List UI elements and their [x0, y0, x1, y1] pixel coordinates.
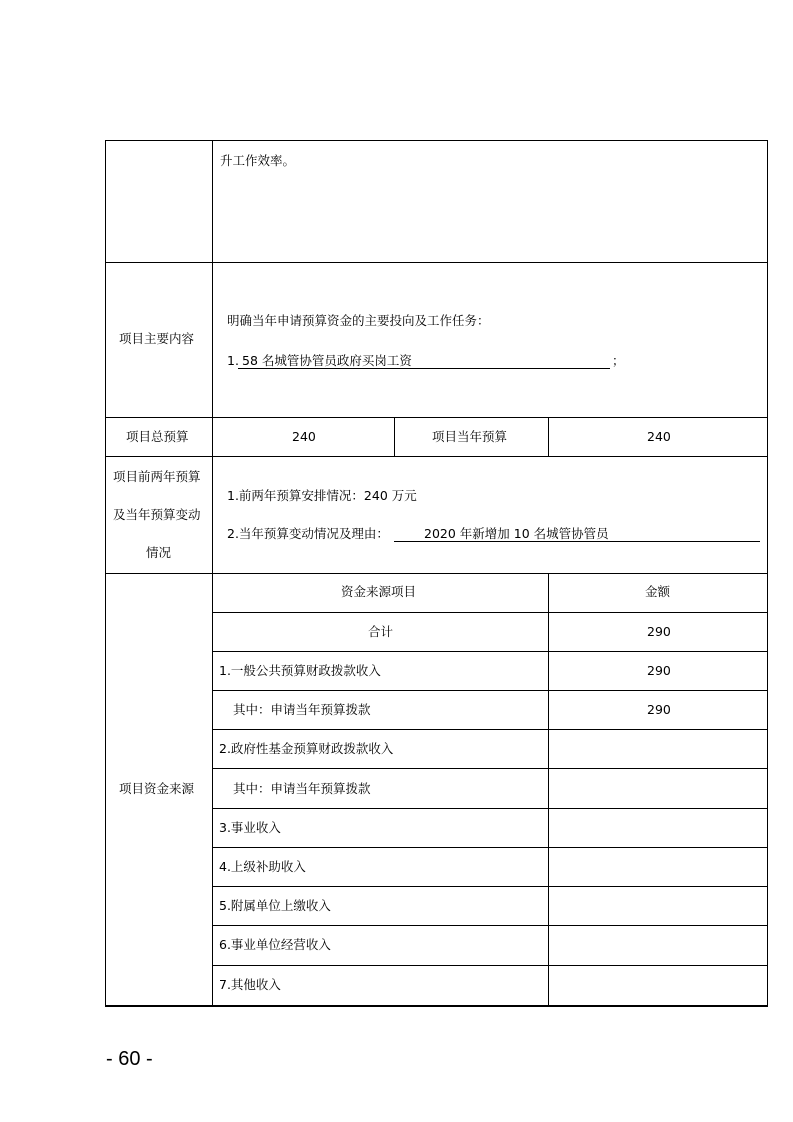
funding-row-amount: 290	[647, 663, 671, 678]
current-budget-label: 项目当年预算	[432, 429, 508, 444]
changes-line1: 1.前两年预算安排情况：240 万元	[227, 488, 417, 503]
funding-row-line	[212, 847, 768, 848]
budget-divider	[548, 417, 549, 456]
funding-row-name: 3.事业收入	[219, 820, 281, 835]
main-content-intro: 明确当年申请预算资金的主要投向及工作任务：	[227, 313, 490, 328]
funding-row-name: 6.事业单位经营收入	[219, 937, 331, 952]
main-content-item-end: ；	[612, 353, 625, 368]
current-budget-value: 240	[647, 429, 671, 444]
changes-line2-prefix: 2.当年预算变动情况及理由：	[227, 526, 389, 541]
funding-row-name: 7.其他收入	[219, 977, 281, 992]
main-content-item-underline	[238, 368, 610, 369]
total-budget-label: 项目总预算	[126, 429, 189, 444]
main-content-item-number: 1.	[227, 353, 239, 368]
changes-line2-underline	[394, 541, 760, 542]
changes-line2-value: 2020 年新增加 10 名城管协管员	[424, 526, 609, 541]
funding-row-line	[212, 886, 768, 887]
funding-header-amount: 金额	[645, 584, 671, 599]
funding-row-line	[212, 768, 768, 769]
main-content-label: 项目主要内容	[119, 331, 195, 346]
changes-label-line2: 及当年预算变动	[113, 507, 201, 522]
page-number: - 60 -	[106, 1048, 153, 1070]
funding-row-name: 其中：申请当年预算拨款	[233, 781, 371, 796]
funding-row-name: 4.上级补助收入	[219, 859, 306, 874]
amount-column-divider	[548, 573, 549, 1006]
budget-divider	[394, 417, 395, 456]
funding-row-name: 合计	[368, 624, 394, 639]
funding-row-line	[212, 612, 768, 613]
funding-label: 项目资金来源	[119, 781, 195, 796]
funding-row-line	[212, 729, 768, 730]
main-content-item-text: 58 名城管协管员政府买岗工资	[242, 353, 412, 368]
row-divider	[105, 456, 768, 457]
row-divider	[105, 573, 768, 574]
funding-row-line	[212, 965, 768, 966]
funding-row-amount: 290	[647, 624, 671, 639]
funding-row-line	[212, 925, 768, 926]
row-divider	[105, 417, 768, 418]
funding-row-name: 1.一般公共预算财政拨款收入	[219, 663, 381, 678]
funding-row-line	[212, 690, 768, 691]
row-divider	[105, 262, 768, 263]
funding-row-name: 其中：申请当年预算拨款	[233, 702, 371, 717]
funding-header-source: 资金来源项目	[341, 584, 417, 599]
changes-label-line1: 项目前两年预算	[113, 469, 201, 484]
table-bottom-rule	[105, 1006, 768, 1007]
funding-row-name: 2.政府性基金预算财政拨款收入	[219, 741, 394, 756]
funding-row-amount: 290	[647, 702, 671, 717]
funding-row-line	[212, 808, 768, 809]
total-budget-value: 240	[292, 429, 316, 444]
continuation-text: 升工作效率。	[220, 153, 296, 168]
changes-label-line3: 情况	[146, 545, 172, 560]
funding-row-name: 5.附属单位上缴收入	[219, 898, 331, 913]
funding-row-line	[212, 651, 768, 652]
